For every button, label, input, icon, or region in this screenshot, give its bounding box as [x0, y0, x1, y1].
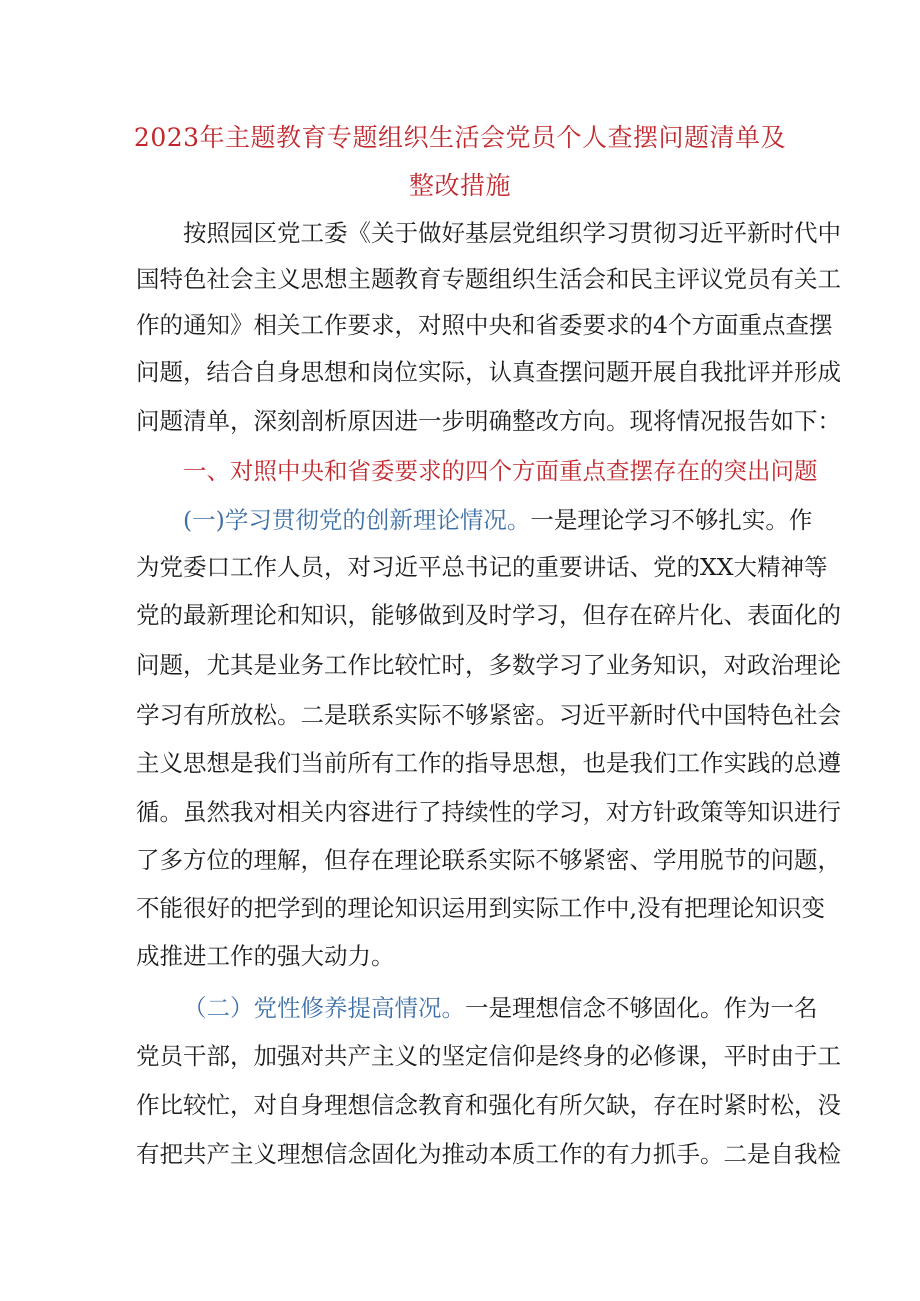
- body-line: 了多方位的理解，但存在理论联系实际不够紧密、学用脱节的问题，: [136, 846, 841, 874]
- subsection-1-first-line: [183, 505, 813, 535]
- body-line: 为党委口工作人员，对习近平总书记的重要讲话、党的XX大精神等: [136, 553, 828, 581]
- intro-line: 国特色社会主义思想主题教育专题组织生活会和民主评议党员有关工: [136, 265, 841, 293]
- intro-line: 问题，结合自身思想和岗位实际，认真查摆问题开展自我批评并形成: [136, 358, 841, 386]
- subsection-2-label: （二）党性修养提高情况。: [183, 994, 465, 1022]
- body-line: 党的最新理论和知识，能够做到及时学习，但存在碎片化、表面化的: [136, 601, 841, 629]
- document-title-line-2: 整改措施: [408, 171, 511, 200]
- document-title-line-1: 2023年主题教育专题组织生活会党员个人查摆问题清单及: [133, 123, 787, 152]
- subsection-2-text: 一是理想信念不够固化。作为一名: [465, 994, 818, 1022]
- body-line: 问题，尤其是业务工作比较忙时，多数学习了业务知识，对政治理论: [136, 651, 841, 679]
- intro-line: 按照园区党工委《关于做好基层党组织学习贯彻习近平新时代中: [183, 219, 841, 247]
- body-line: 循。虽然我对相关内容进行了持续性的学习，对方针政策等知识进行: [136, 798, 841, 826]
- body-line: 党员干部，加强对共产主义的坚定信仰是终身的必修课，平时由于工: [136, 1042, 841, 1070]
- body-line: 作比较忙，对自身理想信念教育和强化有所欠缺，存在时紧时松，没: [136, 1091, 841, 1119]
- subsection-1-text: 一是理论学习不够扎实。作: [530, 506, 813, 534]
- intro-line: 问题清单，深刻剖析原因进一步明确整改方向。现将情况报告如下：: [136, 407, 841, 435]
- intro-line: 作的通知》相关工作要求，对照中央和省委要求的4个方面重点查摆: [136, 311, 833, 339]
- subsection-1-label: (一)学习贯彻党的创新理论情况。: [183, 506, 531, 534]
- body-line: 成推进工作的强大动力。: [136, 942, 395, 970]
- body-line: 有把共产主义理想信念固化为推动本质工作的有力抓手。二是自我检: [136, 1140, 841, 1168]
- subsection-2-first-line: [183, 993, 818, 1023]
- section-heading-1: 一、对照中央和省委要求的四个方面重点查摆存在的突出问题: [183, 457, 818, 485]
- body-line: 主义思想是我们当前所有工作的指导思想，也是我们工作实践的总遵: [136, 749, 841, 777]
- body-line: 不能很好的把学到的理论知识运用到实际工作中,没有把理论知识变: [136, 894, 825, 922]
- body-line: 学习有所放松。二是联系实际不够紧密。习近平新时代中国特色社会: [136, 701, 841, 729]
